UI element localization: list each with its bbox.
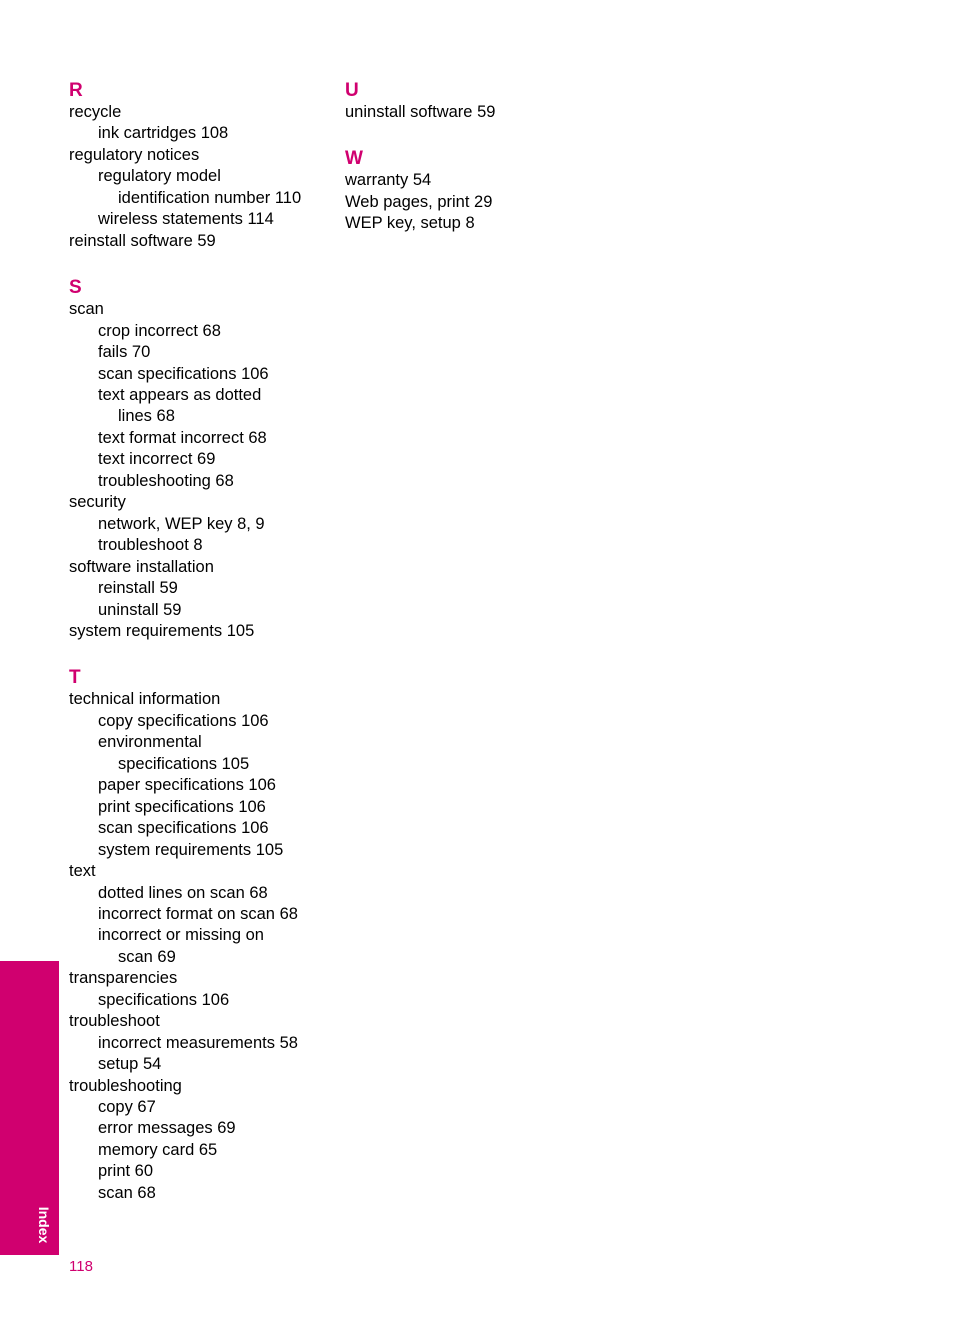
index-subentry: identification number 110 xyxy=(118,188,302,207)
index-entry: uninstall software 59 xyxy=(345,103,496,121)
index-subentry: incorrect or missing on xyxy=(98,926,264,945)
index-subentry: scan 69 xyxy=(118,947,176,966)
index-subentry: incorrect measurements 58 xyxy=(98,1033,298,1052)
index-entry: system requirements 105 xyxy=(69,621,255,640)
index-subentry: regulatory model xyxy=(98,167,221,186)
index-subentry: ink cartridges 108 xyxy=(98,124,229,143)
index-subentry: scan specifications 106 xyxy=(98,364,269,383)
index-entry: WEP key, setup 8 xyxy=(345,214,475,233)
index-subentry: dotted lines on scan 68 xyxy=(98,883,268,902)
index-subentry: environmental xyxy=(98,733,202,752)
index-subentry: print 60 xyxy=(98,1162,154,1181)
section-letter: U xyxy=(345,80,359,101)
index-section-w xyxy=(345,148,605,234)
index-section-r xyxy=(69,80,329,252)
index-subentry: reinstall 59 xyxy=(98,579,178,598)
index-section-s xyxy=(69,277,329,642)
index-column-left xyxy=(69,80,329,1229)
section-letter: T xyxy=(69,667,81,689)
index-subentry: troubleshooting 68 xyxy=(98,471,234,490)
index-subentry: scan 68 xyxy=(98,1183,156,1202)
index-section-t xyxy=(69,667,329,1204)
index-entry: troubleshooting xyxy=(69,1076,182,1095)
index-subentry: fails 70 xyxy=(98,343,151,362)
index-subentry: system requirements 105 xyxy=(98,840,284,859)
index-subentry: wireless statements 114 xyxy=(98,210,274,229)
index-subentry: network, WEP key 8, 9 xyxy=(98,514,265,533)
index-subentry: copy 67 xyxy=(98,1098,156,1117)
page-number: 118 xyxy=(69,1258,93,1275)
index-entry: technical information xyxy=(69,690,221,709)
index-entry: security xyxy=(69,493,126,512)
index-entry: text xyxy=(69,862,96,881)
side-tab-label: Index xyxy=(36,1206,52,1244)
index-subentry: specifications 106 xyxy=(98,990,230,1009)
index-subentry: print specifications 106 xyxy=(98,797,266,816)
index-subentry: setup 54 xyxy=(98,1055,162,1074)
index-entry: transparencies xyxy=(69,969,178,988)
index-entry: warranty 54 xyxy=(345,171,432,190)
index-subentry: crop incorrect 68 xyxy=(98,321,221,340)
section-letter: W xyxy=(345,148,363,170)
index-subentry: paper specifications 106 xyxy=(98,776,276,795)
index-subentry: scan specifications 106 xyxy=(98,819,269,838)
index-subentry: copy specifications 106 xyxy=(98,711,269,730)
index-entry: regulatory notices xyxy=(69,145,200,164)
index-subentry: text appears as dotted xyxy=(98,385,262,404)
index-entry: reinstall software 59 xyxy=(69,231,216,250)
index-subentry: text format incorrect 68 xyxy=(98,428,267,447)
index-subentry: troubleshoot 8 xyxy=(98,536,203,555)
index-subentry: error messages 69 xyxy=(98,1119,236,1138)
index-subentry: lines 68 xyxy=(118,407,175,426)
index-subentry: incorrect format on scan 68 xyxy=(98,904,298,923)
section-letter: R xyxy=(69,80,83,101)
index-subentry: memory card 65 xyxy=(98,1140,218,1159)
index-entry: scan xyxy=(69,300,104,319)
index-subentry: specifications 105 xyxy=(118,754,250,773)
index-entry: troubleshoot xyxy=(69,1012,160,1031)
index-entry: software installation xyxy=(69,557,214,576)
index-entry: recycle xyxy=(69,103,122,121)
section-letter: S xyxy=(69,277,82,299)
index-entry: Web pages, print 29 xyxy=(345,192,493,211)
index-column-right xyxy=(345,80,605,260)
index-subentry: uninstall 59 xyxy=(98,600,182,619)
index-section-u xyxy=(345,80,605,123)
index-subentry: text incorrect 69 xyxy=(98,450,216,469)
